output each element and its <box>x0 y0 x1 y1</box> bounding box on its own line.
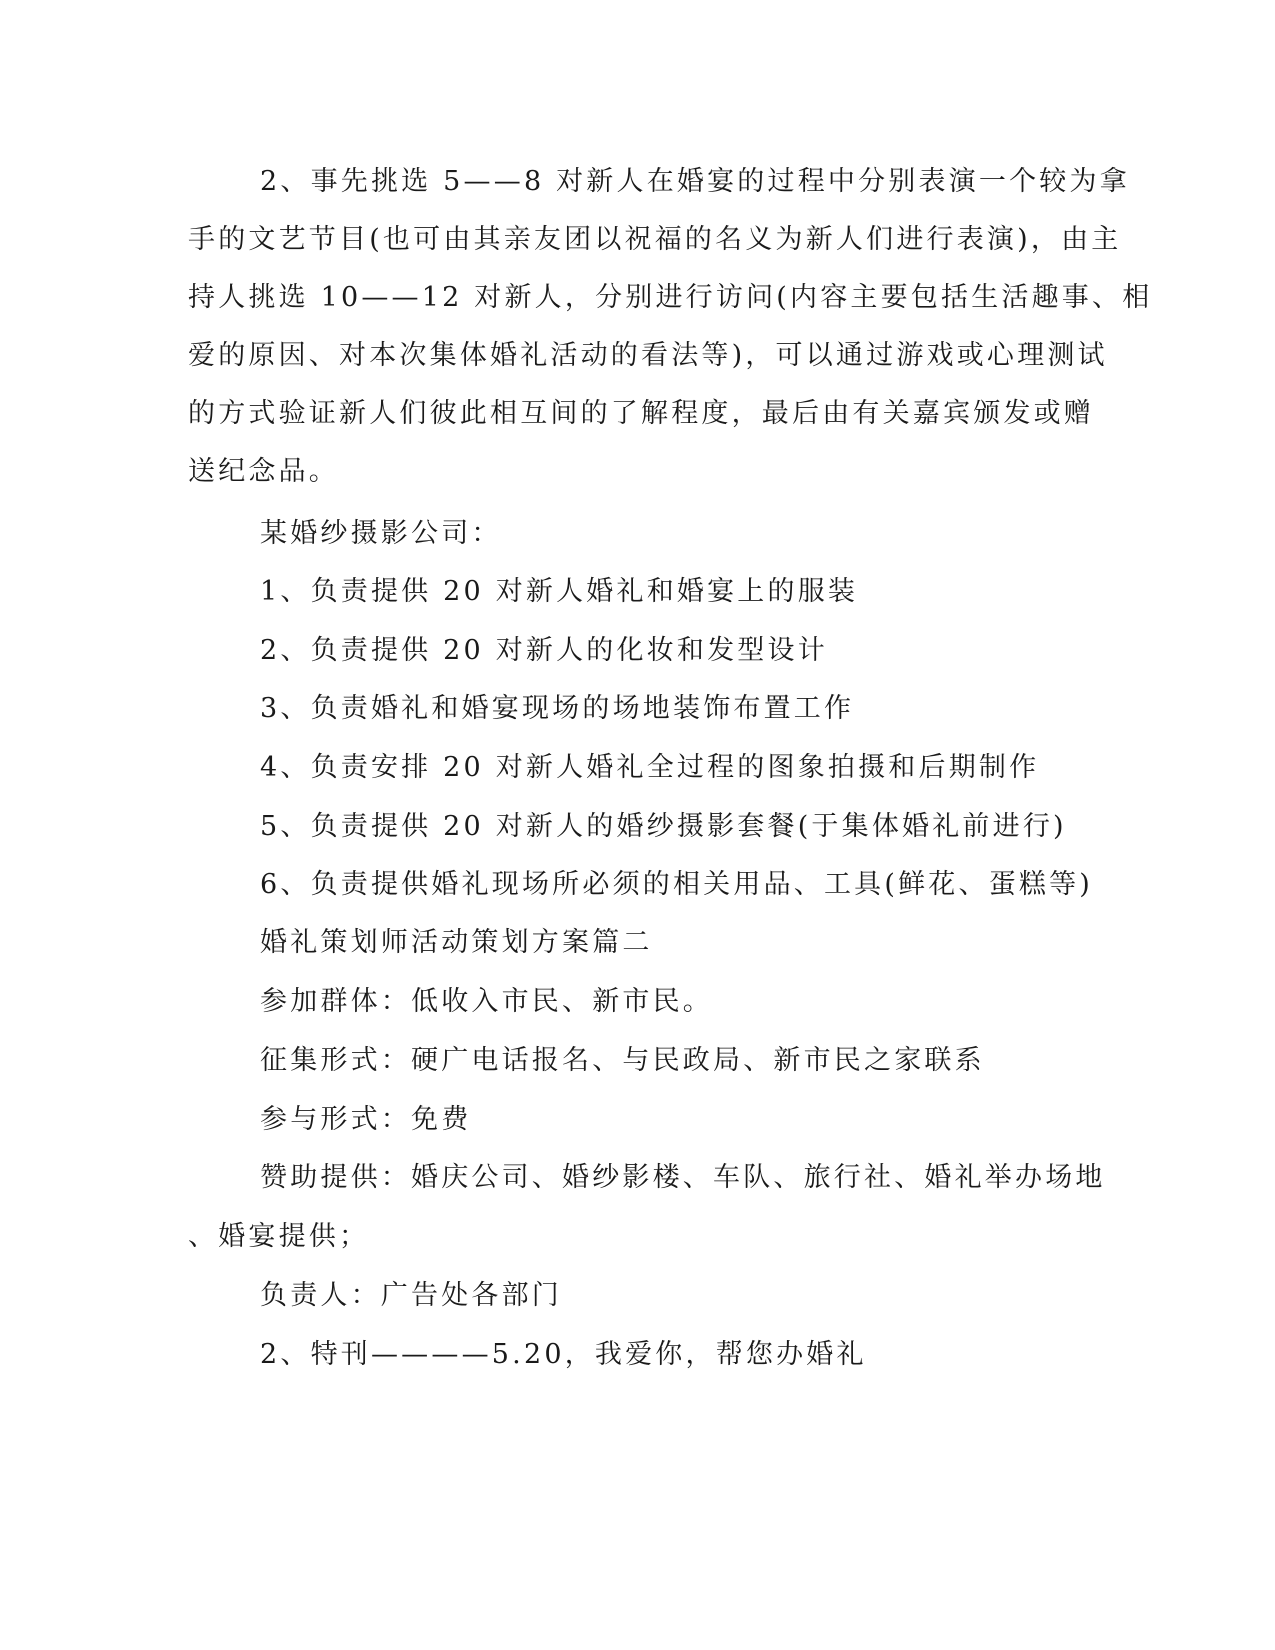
info-line: 负责人：广告处各部门 <box>260 1280 562 1311</box>
paragraph-line: 持人挑选 10——12 对新人，分别进行访问(内容主要包括生活趣事、相 <box>188 282 1153 313</box>
list-item: 5、负责提供 20 对新人的婚纱摄影套餐(于集体婚礼前进行) <box>260 811 1067 842</box>
list-item: 1、负责提供 20 对新人婚礼和婚宴上的服装 <box>260 576 859 607</box>
paragraph-line: 的方式验证新人们彼此相互间的了解程度，最后由有关嘉宾颁发或赠 <box>188 398 1094 429</box>
paragraph-line: 手的文艺节目(也可由其亲友团以祝福的名义为新人们进行表演)，由主 <box>188 224 1122 255</box>
paragraph-line: 爱的原因、对本次集体婚礼活动的看法等)，可以通过游戏或心理测试 <box>188 340 1108 371</box>
info-line: 征集形式：硬广电话报名、与民政局、新市民之家联系 <box>260 1045 985 1076</box>
section-heading: 某婚纱摄影公司： <box>260 518 502 549</box>
list-item: 4、负责安排 20 对新人婚礼全过程的图象拍摄和后期制作 <box>260 752 1040 783</box>
info-line: 参加群体：低收入市民、新市民。 <box>260 986 713 1017</box>
info-line: 2、特刊————5.20，我爱你，帮您办婚礼 <box>260 1339 867 1370</box>
list-item: 2、负责提供 20 对新人的化妆和发型设计 <box>260 635 828 666</box>
paragraph-line: 2、事先挑选 5——8 对新人在婚宴的过程中分别表演一个较为拿 <box>260 166 1130 197</box>
info-line-continuation: 、婚宴提供； <box>188 1221 370 1252</box>
paragraph-line: 送纪念品。 <box>188 456 339 487</box>
info-line: 参与形式：免费 <box>260 1104 472 1135</box>
section-title: 婚礼策划师活动策划方案篇二 <box>260 927 653 958</box>
info-line: 赞助提供：婚庆公司、婚纱影楼、车队、旅行社、婚礼举办场地 <box>260 1162 1106 1193</box>
list-item: 3、负责婚礼和婚宴现场的场地装饰布置工作 <box>260 693 855 724</box>
list-item: 6、负责提供婚礼现场所必须的相关用品、工具(鲜花、蛋糕等) <box>260 869 1094 900</box>
